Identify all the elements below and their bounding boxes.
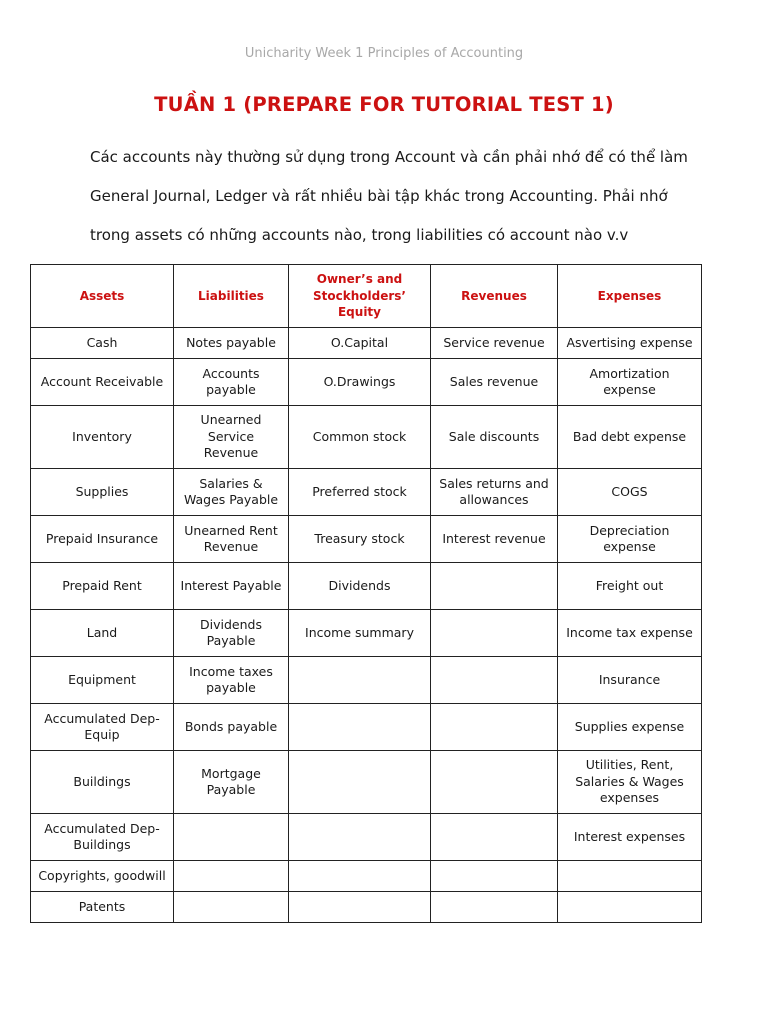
table-cell: Service revenue	[431, 328, 558, 359]
table-cell	[431, 610, 558, 657]
table-cell	[289, 814, 431, 861]
column-header-expenses: Expenses	[558, 265, 702, 328]
table-cell	[289, 704, 431, 751]
table-row	[31, 469, 702, 516]
table-cell: Interest Payable	[174, 563, 289, 610]
table-cell: Sale discounts	[431, 406, 558, 469]
table-row	[31, 406, 702, 469]
table-cell: Bad debt expense	[558, 406, 702, 469]
table-cell: COGS	[558, 469, 702, 516]
table-cell: Cash	[31, 328, 174, 359]
intro-paragraph	[90, 138, 690, 255]
table-cell: Unearned Rent Revenue	[174, 516, 289, 563]
table-row	[31, 861, 702, 892]
table-cell	[174, 861, 289, 892]
table-cell: Freight out	[558, 563, 702, 610]
column-header-liabilities: Liabilities	[174, 265, 289, 328]
table-cell: O.Drawings	[289, 359, 431, 406]
table-cell	[431, 563, 558, 610]
page-header: Unicharity Week 1 Principles of Accounting	[244, 46, 524, 61]
table-cell	[289, 657, 431, 704]
table-cell	[431, 704, 558, 751]
column-header-revenues: Revenues	[431, 265, 558, 328]
table-cell: Inventory	[31, 406, 174, 469]
table-row	[31, 328, 702, 359]
table-row	[31, 751, 702, 814]
table-row	[31, 610, 702, 657]
table-cell: Salaries & Wages Payable	[174, 469, 289, 516]
table-cell	[431, 892, 558, 923]
table-cell: Prepaid Insurance	[31, 516, 174, 563]
table-cell	[431, 751, 558, 814]
accounts-table	[30, 264, 702, 923]
table-row	[31, 563, 702, 610]
table-cell: Notes payable	[174, 328, 289, 359]
table-cell: Accumulated Dep-Buildings	[31, 814, 174, 861]
column-header-assets: Assets	[31, 265, 174, 328]
table-cell	[174, 892, 289, 923]
table-cell: Amortization expense	[558, 359, 702, 406]
table-row	[31, 814, 702, 861]
table-cell: Supplies expense	[558, 704, 702, 751]
column-header-equity: Owner’s and Stockholders’ Equity	[289, 265, 431, 328]
table-cell: Asvertising expense	[558, 328, 702, 359]
table-cell: Buildings	[31, 751, 174, 814]
table-cell: Interest expenses	[558, 814, 702, 861]
intro-line: General Journal, Ledger và rất nhiều bài tập khác trong Accounting. Phải nhớ	[90, 187, 668, 205]
table-header-row	[31, 265, 702, 328]
table-cell: Dividends	[289, 563, 431, 610]
table-cell: O.Capital	[289, 328, 431, 359]
table-cell: Treasury stock	[289, 516, 431, 563]
table-cell: Interest revenue	[431, 516, 558, 563]
table-row	[31, 359, 702, 406]
table-cell: Patents	[31, 892, 174, 923]
table-row	[31, 516, 702, 563]
table-cell	[431, 814, 558, 861]
table-body	[31, 328, 702, 923]
table-cell: Utilities, Rent, Salaries & Wages expenses	[558, 751, 702, 814]
table-row	[31, 657, 702, 704]
table-cell	[289, 861, 431, 892]
table-cell: Equipment	[31, 657, 174, 704]
table-cell	[289, 892, 431, 923]
table-cell	[289, 751, 431, 814]
page-title: TUẦN 1 (PREPARE FOR TUTORIAL TEST 1)	[154, 93, 614, 116]
table-cell: Accounts payable	[174, 359, 289, 406]
table-cell: Sales returns and allowances	[431, 469, 558, 516]
table-cell: Supplies	[31, 469, 174, 516]
table-cell: Dividends Payable	[174, 610, 289, 657]
table-cell: Sales revenue	[431, 359, 558, 406]
table-cell: Common stock	[289, 406, 431, 469]
table-cell: Income tax expense	[558, 610, 702, 657]
table-cell: Depreciation expense	[558, 516, 702, 563]
table-cell: Accumulated Dep-Equip	[31, 704, 174, 751]
table-cell: Income taxes payable	[174, 657, 289, 704]
table-cell	[431, 657, 558, 704]
table-cell: Copyrights, goodwill	[31, 861, 174, 892]
table-row	[31, 892, 702, 923]
table-cell: Mortgage Payable	[174, 751, 289, 814]
table-cell	[558, 861, 702, 892]
table-cell: Unearned Service Revenue	[174, 406, 289, 469]
table-cell	[174, 814, 289, 861]
intro-line: Các accounts này thường sử dụng trong Account và cần phải nhớ để có thể làm	[90, 148, 688, 166]
table-cell: Income summary	[289, 610, 431, 657]
table-cell: Bonds payable	[174, 704, 289, 751]
table-cell	[431, 861, 558, 892]
table-row	[31, 704, 702, 751]
table-cell: Land	[31, 610, 174, 657]
table-cell	[558, 892, 702, 923]
intro-line: trong assets có những accounts nào, trong liabilities có account nào v.v	[90, 226, 629, 244]
table-cell: Insurance	[558, 657, 702, 704]
table-cell: Account Receivable	[31, 359, 174, 406]
table-cell: Preferred stock	[289, 469, 431, 516]
table-cell: Prepaid Rent	[31, 563, 174, 610]
